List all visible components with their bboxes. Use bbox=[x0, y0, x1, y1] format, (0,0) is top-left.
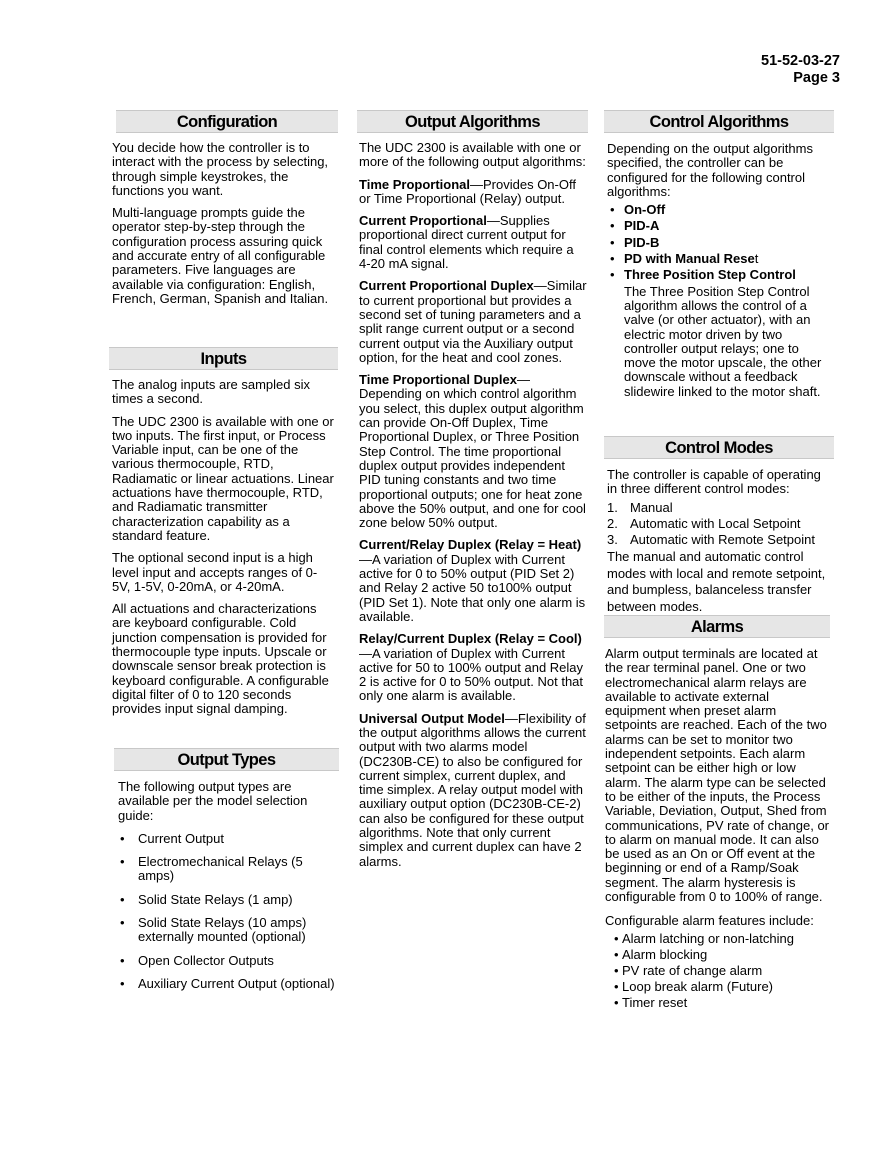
configuration-section bbox=[112, 110, 334, 314]
inputs-paragraph: The UDC 2300 is available with one or two inputs. The first input, or Process Variable input, can be one of the various thermocouple, RTD, Radiamatic or linear actuations. Linear actuations have thermocouple, RTD, and Radiamatic transmitter characterization capability as a standard feature. bbox=[112, 413, 334, 543]
control-modes-intro: The controller is capable of operating in three different control modes: bbox=[607, 467, 821, 497]
algorithm-term: Time Proportional bbox=[359, 176, 470, 192]
list-item: • Solid State Relays (1 amp) bbox=[118, 893, 338, 907]
output-types-list bbox=[118, 832, 338, 991]
output-types-intro: The following output types are available per the model selection guide: bbox=[118, 779, 308, 823]
output-types-section bbox=[116, 748, 338, 1000]
inputs-paragraph: The analog inputs are sampled six times a second. bbox=[112, 377, 311, 407]
algorithm-item bbox=[359, 279, 587, 365]
configuration-heading: Configuration bbox=[116, 110, 338, 133]
control-algorithms-heading: Control Algorithms bbox=[604, 110, 834, 133]
alarms-paragraph: Alarm output terminals are located at the rear terminal panel. One or two electromechanical alarm relays are available to activate external equipment when preset alarm setpoints are reached. Each of the two alarms can be set to monitor two independent setpoints. Each alarm setpoint can be either high or low alarm. The alarm type can be selected to be either of the inputs, the Process Variable, Deviation, Output, Shed from communications, PV rate of change, or to alarm on manual mode. It can also be used as an On or Off event at the beginning or end of a Ramp/Soak segment. The alarm hysteresis is configurable from 0 to 100% of range. bbox=[605, 646, 830, 905]
list-item: • Auxiliary Current Output (optional) bbox=[118, 977, 338, 991]
output-types-heading: Output Types bbox=[114, 748, 339, 771]
page-number: Page 3 bbox=[793, 70, 840, 86]
algorithm-text: —Provides On-Off or Time Proportional (Relay) output. bbox=[359, 176, 576, 206]
document-number: 51-52-03-27 bbox=[761, 53, 840, 69]
algorithm-term: Universal Output Model bbox=[359, 710, 505, 726]
output-algorithms-heading: Output Algorithms bbox=[357, 110, 588, 133]
inputs-section bbox=[112, 347, 334, 725]
list-item: • PID-B bbox=[607, 236, 832, 250]
list-item: • PID-A bbox=[607, 219, 832, 233]
list-item: • Three Position Step Control bbox=[607, 268, 832, 282]
list-item: • PV rate of change alarm bbox=[605, 963, 830, 979]
list-item: • Electromechanical Relays (5 amps) bbox=[118, 855, 338, 884]
algorithm-item bbox=[359, 373, 587, 530]
algorithm-text: —Flexibility of the output algorithms allows the current output with two alarms model (DC230B-CE) to also be configured for current simplex, current duplex, and time simplex. A relay output model with auxiliary output option (DC230B-CE-2) can also be configured for these output algorithms. Note that only current simplex and current duplex can have 2 alarms. bbox=[359, 710, 586, 869]
list-item: • On-Off bbox=[607, 203, 832, 217]
control-algorithms-list bbox=[607, 203, 832, 282]
alarms-heading: Alarms bbox=[604, 615, 830, 638]
algorithm-text: —A variation of Duplex with Current active for 0 to 50% output (PID Set 2) and Relay 2 active 50 to100% output (PID Set 1). Note that only one alarm is available. bbox=[359, 551, 586, 624]
algorithm-item bbox=[359, 632, 587, 703]
list-item: • Current Output bbox=[118, 832, 338, 846]
inputs-paragraph: All actuations and characterizations are keyboard configurable. Cold junction compensation is provided for thermocouple type inputs. Upscale or downscale sensor break protection is keyboard configurable. A configurable digital filter of 0 to 120 seconds provides input signal damping. bbox=[112, 601, 329, 717]
algorithm-item bbox=[359, 178, 587, 207]
output-algorithms-intro: The UDC 2300 is available with one or more of the following output algorithms: bbox=[359, 140, 586, 170]
control-modes-list bbox=[607, 501, 832, 548]
control-modes-outro: The manual and automatic control modes with local and remote setpoint, and bumpless, balanceless transfer between modes. bbox=[607, 549, 826, 614]
algorithm-text: —Depending on which control algorithm you select, this duplex output algorithm can provide On-Off Duplex, Time Proportional Duplex, or Three Position Step Control. The time proportional duplex output provides independent PID tuning constants and two time proportional outputs; one for heat zone above the 50% output, and one for cool zone below 50% output. bbox=[359, 372, 586, 531]
algorithm-item bbox=[359, 538, 587, 624]
algorithm-text: —A variation of Duplex with Current active for 50 to 100% output and Relay 2 is active for 0 to 50% output. Not that only one alarm is available. bbox=[359, 645, 584, 704]
list-item: • Loop break alarm (Future) bbox=[605, 979, 830, 995]
control-algorithms-section bbox=[607, 110, 832, 399]
alarms-section bbox=[605, 615, 830, 1012]
algorithm-item bbox=[359, 214, 587, 271]
list-item: • PD with Manual Reset bbox=[607, 252, 832, 266]
algorithm-term: Current Proportional Duplex bbox=[359, 278, 534, 294]
algorithm-term: Time Proportional Duplex bbox=[359, 372, 517, 388]
list-item: • Timer reset bbox=[605, 995, 830, 1011]
list-item: • Alarm latching or non-latching bbox=[605, 931, 830, 947]
list-item: • Alarm blocking bbox=[605, 947, 830, 963]
algorithm-term: Relay/Current Duplex (Relay = Cool) bbox=[359, 631, 582, 647]
inputs-heading: Inputs bbox=[109, 347, 338, 370]
algorithm-term: Current/Relay Duplex (Relay = Heat) bbox=[359, 537, 582, 553]
list-item: • Open Collector Outputs bbox=[118, 954, 338, 968]
inputs-paragraph: The optional second input is a high level input and accepts ranges of 0-5V, 1-5V, 0-20mA, or 4-20mA. bbox=[112, 550, 318, 594]
alarm-features-intro: Configurable alarm features include: bbox=[605, 913, 814, 929]
configuration-paragraph: You decide how the controller is to interact with the process by selecting, through simple keystrokes, the functions you want. bbox=[112, 140, 329, 198]
list-item: 2. Automatic with Local Setpoint bbox=[607, 515, 801, 531]
step-control-description: The Three Position Step Control algorithm allows the control of a valve (or other actuator), with an electric motor driven by two controller output relays; one to move the motor upscale, the other downscale without a feedback slidewire linked to the motor shaft. bbox=[624, 283, 822, 399]
list-item: • Solid State Relays (10 amps) externally mounted (optional) bbox=[118, 916, 338, 945]
alarm-features-list bbox=[605, 931, 830, 1012]
output-algorithms-section bbox=[359, 110, 587, 877]
configuration-paragraph: Multi-language prompts guide the operator step-by-step through the configuration process assuring quick and accurate entry of all configurable parameters. Five languages are available via configuration: English, French, German, Spanish and Italian. bbox=[112, 205, 329, 306]
control-modes-section bbox=[607, 436, 832, 615]
algorithm-term: Current Proportional bbox=[359, 213, 487, 229]
control-algorithms-intro: Depending on the output algorithms specified, the controller can be configured for the following control algorithms: bbox=[607, 141, 813, 199]
algorithm-text: —Supplies proportional direct current output for final control elements which require a 4-20 mA signal. bbox=[359, 213, 574, 272]
algorithm-text: —Similar to current proportional but provides a second set of tuning parameters and a split range current output or a second current output via the Auxiliary output option, for the heat and cool zones. bbox=[359, 278, 587, 365]
algorithm-item bbox=[359, 712, 587, 869]
page-header bbox=[761, 53, 840, 87]
control-modes-heading: Control Modes bbox=[604, 436, 834, 459]
list-item: 1. Manual bbox=[607, 499, 673, 515]
list-item: 3. Automatic with Remote Setpoint bbox=[607, 532, 815, 548]
